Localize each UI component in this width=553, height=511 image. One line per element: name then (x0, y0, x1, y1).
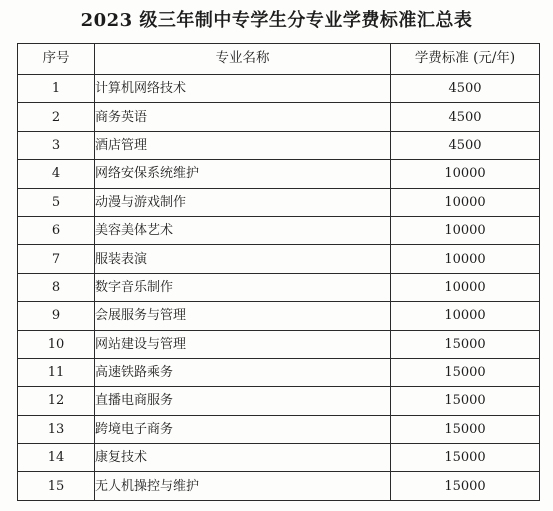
table-row (18, 75, 540, 103)
fee-cell: 4500 (391, 103, 540, 131)
fee-cell: 15000 (391, 330, 540, 358)
major-name-cell: 美容美体艺术 (95, 216, 391, 244)
major-name-cell: 商务英语 (95, 103, 391, 131)
row-index-cell: 3 (18, 131, 95, 159)
row-index-cell: 6 (18, 216, 95, 244)
table-row (18, 472, 540, 500)
major-name-cell: 数字音乐制作 (95, 273, 391, 301)
table-row (18, 160, 540, 188)
major-name-cell: 高速铁路乘务 (95, 358, 391, 386)
row-index-cell: 9 (18, 302, 95, 330)
fee-cell: 10000 (391, 188, 540, 216)
major-name-cell: 酒店管理 (95, 131, 391, 159)
major-name-cell: 网络安保系统维护 (95, 160, 391, 188)
major-name-cell: 康复技术 (95, 444, 391, 472)
major-name-cell: 直播电商服务 (95, 387, 391, 415)
fee-cell: 15000 (391, 415, 540, 443)
fee-cell: 10000 (391, 273, 540, 301)
row-index-cell: 13 (18, 415, 95, 443)
row-index-cell: 4 (18, 160, 95, 188)
row-index-cell: 11 (18, 358, 95, 386)
major-name-cell: 计算机网络技术 (95, 75, 391, 103)
table-row (18, 444, 540, 472)
header-major: 专业名称 (95, 44, 391, 75)
fee-cell: 15000 (391, 472, 540, 500)
row-index-cell: 12 (18, 387, 95, 415)
table-row (18, 245, 540, 273)
row-index-cell: 8 (18, 273, 95, 301)
header-fee: 学费标准 (元/年) (391, 44, 540, 75)
table-row (18, 387, 540, 415)
fee-cell: 10000 (391, 245, 540, 273)
fee-cell: 15000 (391, 358, 540, 386)
table-row (18, 103, 540, 131)
row-index-cell: 7 (18, 245, 95, 273)
fee-table (17, 43, 540, 501)
table-row (18, 358, 540, 386)
fee-cell: 15000 (391, 444, 540, 472)
major-name-cell: 网站建设与管理 (95, 330, 391, 358)
table-row (18, 188, 540, 216)
major-name-cell: 会展服务与管理 (95, 302, 391, 330)
major-name-cell: 无人机操控与维护 (95, 472, 391, 500)
table-row (18, 131, 540, 159)
row-index-cell: 5 (18, 188, 95, 216)
table-row (18, 330, 540, 358)
fee-cell: 10000 (391, 216, 540, 244)
fee-cell: 10000 (391, 302, 540, 330)
major-name-cell: 动漫与游戏制作 (95, 188, 391, 216)
row-index-cell: 2 (18, 103, 95, 131)
fee-cell: 4500 (391, 131, 540, 159)
fee-cell: 10000 (391, 160, 540, 188)
table-row (18, 273, 540, 301)
document-title: 2023 级三年制中专学生分专业学费标准汇总表 (80, 10, 473, 31)
major-name-cell: 服装表演 (95, 245, 391, 273)
row-index-cell: 1 (18, 75, 95, 103)
major-name-cell: 跨境电子商务 (95, 415, 391, 443)
row-index-cell: 15 (18, 472, 95, 500)
table-row (18, 216, 540, 244)
header-index: 序号 (18, 44, 95, 75)
table-row (18, 302, 540, 330)
table-header-row (18, 44, 540, 75)
table-row (18, 415, 540, 443)
fee-cell: 4500 (391, 75, 540, 103)
fee-cell: 15000 (391, 387, 540, 415)
row-index-cell: 14 (18, 444, 95, 472)
row-index-cell: 10 (18, 330, 95, 358)
